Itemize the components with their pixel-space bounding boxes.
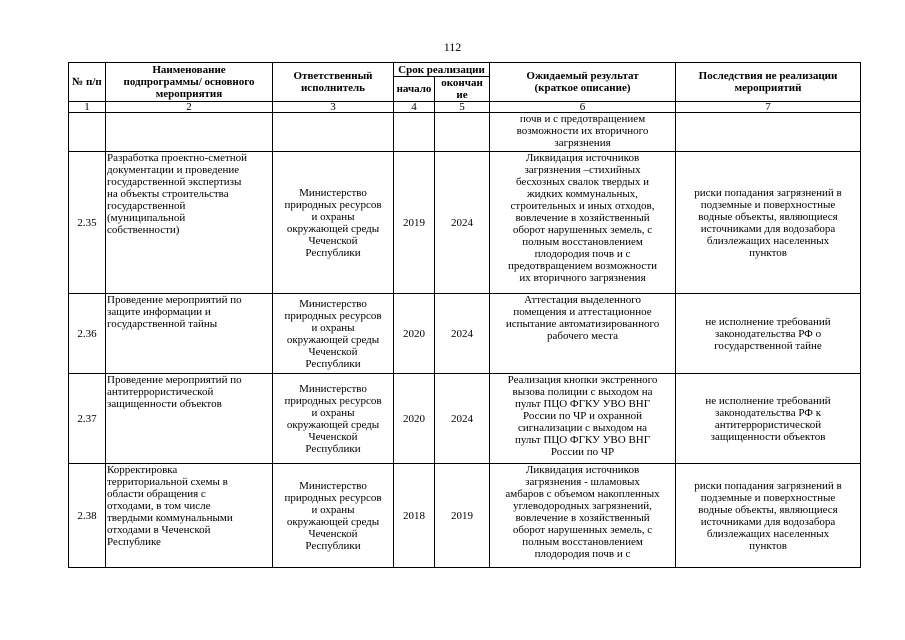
- measure-name: Корректировка территориальной схемы в области обращения с отходами, в том числе твердыми коммунальными отходами в Чеченской Республике: [106, 464, 273, 568]
- measures-table: [68, 62, 861, 568]
- column-number: 6: [490, 102, 676, 113]
- header-consequences: Последствия не реализации мероприятий: [676, 63, 861, 102]
- measure-name: Проведение мероприятий по антитеррористической защищенности объектов: [106, 374, 273, 464]
- executor-cell: Министерство природных ресурсов и охраны окружающей среды Чеченской Республики: [273, 294, 394, 374]
- end-year: 2024: [435, 374, 490, 464]
- row-number: 2.37: [69, 374, 106, 464]
- column-number: 2: [106, 102, 273, 113]
- header-executor: Ответственный исполнитель: [273, 63, 394, 102]
- measure-name: Проведение мероприятий по защите информации и государственной тайны: [106, 294, 273, 374]
- end-year: 2024: [435, 294, 490, 374]
- column-number: 1: [69, 102, 106, 113]
- start-year: 2019: [394, 152, 435, 294]
- header-result: Ожидаемый результат (краткое описание): [490, 63, 676, 102]
- header-start: начало: [394, 77, 435, 102]
- consequences-cell: не исполнение требований законодательства РФ к антитеррористической защищенности объектов: [676, 374, 861, 464]
- result-cell: Аттестация выделенного помещения и аттестационное испытание автоматизированного рабочего места: [490, 294, 676, 374]
- table-row: [69, 464, 861, 568]
- consequences-cell: риски попадания загрязнений в подземные и поверхностные водные объекты, являющиеся источниками для водозабора близлежащих населенных пунктов: [676, 152, 861, 294]
- header-name: Наименование подпрограммы/ основного мероприятия: [106, 63, 273, 102]
- column-number: 7: [676, 102, 861, 113]
- start-year: 2020: [394, 294, 435, 374]
- header-period: Срок реализации: [394, 63, 490, 77]
- start-year: 2018: [394, 464, 435, 568]
- column-number: 4: [394, 102, 435, 113]
- result-cell: Ликвидация источников загрязнения –стихийных бесхозных свалок твердых и жидких коммунальных, строительных и иных отходов, вовлечение в хозяйственный оборот нарушенных земель, с полным восстановлением плодородия почв и с предотвращением возможности их вторичного загрязнения: [490, 152, 676, 294]
- column-number-row: [69, 102, 861, 113]
- executor-cell: Министерство природных ресурсов и охраны окружающей среды Чеченской Республики: [273, 464, 394, 568]
- table-row: [69, 294, 861, 374]
- start-year: 2020: [394, 374, 435, 464]
- column-number: 3: [273, 102, 394, 113]
- end-year: 2024: [435, 152, 490, 294]
- result-cell: Реализация кнопки экстренного вызова полиции с выходом на пульт ПЦО ФГКУ УВО ВНГ России по ЧР и охранной сигнализации с выходом на пульт ПЦО ФГКУ УВО ВНГ России по ЧР: [490, 374, 676, 464]
- executor-cell: Министерство природных ресурсов и охраны окружающей среды Чеченской Республики: [273, 374, 394, 464]
- header-end: окончан ие: [435, 77, 490, 102]
- end-year: 2019: [435, 464, 490, 568]
- consequences-cell: риски попадания загрязнений в подземные и поверхностные водные объекты, являющиеся источниками для водозабора близлежащих населенных пунктов: [676, 464, 861, 568]
- measure-name: Разработка проектно-сметной документации и проведение государственной экспертизы на объекты строительства государственной (муниципальной собственности): [106, 152, 273, 294]
- column-number: 5: [435, 102, 490, 113]
- row-number: 2.35: [69, 152, 106, 294]
- row-number: 2.36: [69, 294, 106, 374]
- table-row: [69, 152, 861, 294]
- executor-cell: Министерство природных ресурсов и охраны окружающей среды Чеченской Республики: [273, 152, 394, 294]
- table-row: [69, 374, 861, 464]
- result-cell: почв и с предотвращением возможности их вторичного загрязнения: [490, 113, 676, 152]
- consequences-cell: не исполнение требований законодательства РФ о государственной тайне: [676, 294, 861, 374]
- header-num: № п/п: [69, 63, 106, 102]
- page-number: 112: [443, 40, 462, 54]
- continuation-row: [69, 113, 861, 152]
- row-number: 2.38: [69, 464, 106, 568]
- result-cell: Ликвидация источников загрязнения - шламовых амбаров с объемом накопленных углеводородных загрязнений, вовлечение в хозяйственный оборот нарушенных земель, с полным восстановлением плодородия почв и с: [490, 464, 676, 568]
